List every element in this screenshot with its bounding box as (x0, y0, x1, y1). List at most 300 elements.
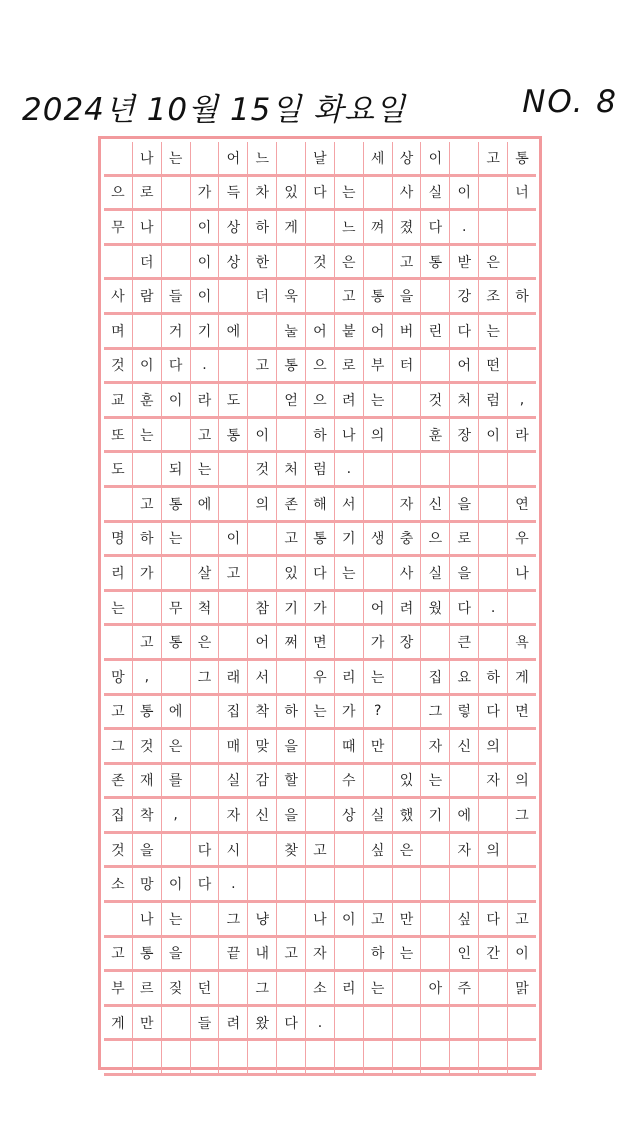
manuscript-cell: 착 (132, 799, 161, 831)
manuscript-cell: 도 (218, 384, 247, 416)
manuscript-cell: 다 (449, 592, 478, 624)
manuscript-cell: 재 (132, 765, 161, 797)
manuscript-cell: 하 (363, 938, 392, 970)
manuscript-cell (420, 350, 449, 382)
manuscript-cell: 에 (190, 488, 219, 520)
manuscript-cell: 하 (305, 419, 334, 451)
manuscript-cell: . (305, 1007, 334, 1039)
diary-header (22, 84, 618, 128)
manuscript-cell (363, 868, 392, 900)
manuscript-cell: 찾 (276, 834, 305, 866)
manuscript-cell: 하 (276, 696, 305, 728)
manuscript-cell: 신 (449, 730, 478, 762)
manuscript-cell (247, 868, 276, 900)
manuscript-cell: 가 (305, 592, 334, 624)
manuscript-cell: 는 (363, 384, 392, 416)
manuscript-cell: 터 (392, 350, 421, 382)
manuscript-cell (392, 453, 421, 485)
manuscript-cell: 을 (276, 799, 305, 831)
manuscript-cell: 어 (363, 592, 392, 624)
manuscript-cell: 명 (111, 531, 125, 548)
manuscript-cell (218, 488, 247, 520)
manuscript-cell: 하 (247, 211, 276, 243)
manuscript-cell: 자 (478, 765, 507, 797)
manuscript-cell: 가 (363, 626, 392, 658)
manuscript-cell: 고 (247, 350, 276, 382)
manuscript-cell: 하 (478, 661, 507, 693)
manuscript-cell (449, 868, 478, 900)
manuscript-cell: 도 (111, 462, 125, 479)
manuscript-row (104, 1041, 536, 1076)
manuscript-row (104, 903, 536, 938)
manuscript-cell: 한 (247, 246, 276, 278)
manuscript-cell (190, 523, 219, 555)
manuscript-cell: 망 (132, 868, 161, 900)
manuscript-row (104, 453, 536, 488)
manuscript-cell (392, 1007, 421, 1039)
manuscript-cell (420, 1007, 449, 1039)
manuscript-cell: 면 (305, 626, 334, 658)
manuscript-cell (478, 1041, 507, 1073)
manuscript-cell: 우 (507, 523, 536, 555)
manuscript-cell: 기 (334, 523, 363, 555)
manuscript-cell: 려 (334, 384, 363, 416)
manuscript-row (104, 177, 536, 212)
manuscript-cell: 고 (305, 834, 334, 866)
manuscript-cell: 통 (132, 696, 161, 728)
manuscript-cell: 집 (218, 696, 247, 728)
manuscript-cell (507, 315, 536, 347)
manuscript-cell: 부 (363, 350, 392, 382)
manuscript-cell (363, 1041, 392, 1073)
manuscript-cell: 이 (420, 142, 449, 174)
manuscript-cell: 의 (247, 488, 276, 520)
manuscript-cell: 느 (334, 211, 363, 243)
manuscript-cell: 이 (507, 938, 536, 970)
manuscript-cell (392, 868, 421, 900)
manuscript-cell: 조 (478, 280, 507, 312)
manuscript-cell: 부 (111, 981, 125, 998)
manuscript-cell (478, 972, 507, 1004)
manuscript-cell: 던 (190, 972, 219, 1004)
manuscript-cell: 려 (392, 592, 421, 624)
manuscript-cell: 어 (218, 142, 247, 174)
manuscript-row (104, 834, 536, 869)
manuscript-cell (276, 972, 305, 1004)
manuscript-cell: 충 (392, 523, 421, 555)
page-number: NO. 8 (522, 84, 618, 120)
manuscript-cell (334, 868, 363, 900)
manuscript-cell: 을 (392, 280, 421, 312)
date-heading: 2024년 10월 15일 화요일 (22, 92, 407, 128)
manuscript-row (104, 592, 536, 627)
manuscript-cell: 이 (190, 211, 219, 243)
manuscript-cell (449, 142, 478, 174)
manuscript-cell: 로 (132, 177, 161, 209)
manuscript-cell: 다 (478, 696, 507, 728)
manuscript-row (104, 523, 536, 558)
manuscript-cell: 으 (305, 350, 334, 382)
manuscript-cell: 상 (334, 799, 363, 831)
manuscript-cell: 훈 (132, 384, 161, 416)
manuscript-cell (420, 903, 449, 935)
manuscript-cell: 의 (507, 765, 536, 797)
manuscript-cell: 래 (218, 661, 247, 693)
manuscript-cell (161, 177, 190, 209)
manuscript-cell: 매 (218, 730, 247, 762)
manuscript-cell (420, 1041, 449, 1073)
manuscript-cell: 것 (132, 730, 161, 762)
manuscript-cell: . (218, 868, 247, 900)
manuscript-cell: 통 (420, 246, 449, 278)
manuscript-cell: 사 (392, 557, 421, 589)
manuscript-cell: 세 (363, 142, 392, 174)
manuscript-cell (478, 211, 507, 243)
manuscript-cell: . (190, 350, 219, 382)
manuscript-cell (507, 453, 536, 485)
manuscript-cell: 게 (111, 1015, 125, 1032)
manuscript-cell (478, 523, 507, 555)
manuscript-cell (507, 730, 536, 762)
manuscript-cell (190, 142, 219, 174)
manuscript-cell: 했 (392, 799, 421, 831)
manuscript-row (104, 972, 536, 1007)
manuscript-row (104, 557, 536, 592)
manuscript-cell: 얻 (276, 384, 305, 416)
manuscript-cell (334, 142, 363, 174)
manuscript-cell: 에 (449, 799, 478, 831)
manuscript-cell: 인 (449, 938, 478, 970)
manuscript-cell: 고 (363, 903, 392, 935)
manuscript-cell (449, 765, 478, 797)
manuscript-cell (478, 868, 507, 900)
manuscript-cell (363, 765, 392, 797)
manuscript-cell: 가 (132, 557, 161, 589)
manuscript-cell: , (161, 799, 190, 831)
manuscript-cell: 그 (111, 738, 125, 755)
manuscript-row (104, 384, 536, 419)
manuscript-cell: 며 (111, 323, 125, 340)
manuscript-cell (247, 315, 276, 347)
manuscript-cell: 는 (161, 903, 190, 935)
manuscript-cell: 을 (276, 730, 305, 762)
manuscript-cell: 이 (190, 246, 219, 278)
manuscript-cell (363, 177, 392, 209)
manuscript-cell: 은 (334, 246, 363, 278)
manuscript-cell: 거 (161, 315, 190, 347)
manuscript-cell: 을 (132, 834, 161, 866)
manuscript-cell: 것 (111, 358, 125, 375)
manuscript-cell (478, 557, 507, 589)
manuscript-cell (218, 592, 247, 624)
manuscript-cell (190, 730, 219, 762)
manuscript-cell: 통 (161, 488, 190, 520)
manuscript-cell: 소 (305, 972, 334, 1004)
manuscript-cell: 어 (363, 315, 392, 347)
manuscript-cell: 고 (276, 938, 305, 970)
manuscript-cell: 어 (305, 315, 334, 347)
manuscript-cell: 는 (334, 557, 363, 589)
manuscript-cell (334, 592, 363, 624)
manuscript-cell (363, 488, 392, 520)
manuscript-cell (190, 765, 219, 797)
manuscript-cell: 실 (420, 177, 449, 209)
manuscript-cell: 참 (247, 592, 276, 624)
manuscript-cell (392, 696, 421, 728)
manuscript-cell (420, 280, 449, 312)
manuscript-cell (276, 419, 305, 451)
manuscript-cell: 그 (190, 661, 219, 693)
manuscript-cell: 나 (132, 903, 161, 935)
manuscript-cell (104, 626, 132, 658)
manuscript-cell: 으 (420, 523, 449, 555)
manuscript-cell: 사 (111, 289, 125, 306)
manuscript-cell: 실 (420, 557, 449, 589)
manuscript-cell (190, 696, 219, 728)
manuscript-cell: 껴 (363, 211, 392, 243)
manuscript-cell: 게 (507, 661, 536, 693)
manuscript-row (104, 315, 536, 350)
manuscript-cell: 시 (218, 834, 247, 866)
manuscript-cell: 무 (161, 592, 190, 624)
manuscript-cell: 상 (218, 211, 247, 243)
manuscript-cell: 고 (507, 903, 536, 935)
manuscript-row (104, 419, 536, 454)
manuscript-cell (161, 1007, 190, 1039)
manuscript-cell: 자 (420, 730, 449, 762)
manuscript-cell: 의 (478, 834, 507, 866)
manuscript-cell: 가 (334, 696, 363, 728)
manuscript-cell: 착 (247, 696, 276, 728)
manuscript-cell (305, 730, 334, 762)
manuscript-cell: 통 (363, 280, 392, 312)
manuscript-cell (247, 384, 276, 416)
manuscript-cell: 통 (161, 626, 190, 658)
manuscript-cell: 처 (449, 384, 478, 416)
manuscript-cell: 주 (449, 972, 478, 1004)
manuscript-cell: 럼 (305, 453, 334, 485)
manuscript-row (104, 350, 536, 385)
manuscript-cell: 은 (161, 730, 190, 762)
manuscript-cell (218, 453, 247, 485)
manuscript-cell (334, 834, 363, 866)
manuscript-cell (334, 1041, 363, 1073)
manuscript-cell: 고 (132, 626, 161, 658)
manuscript-cell: 이 (161, 868, 190, 900)
manuscript-cell: 그 (507, 799, 536, 831)
manuscript-row (104, 626, 536, 661)
manuscript-cell: 리 (334, 972, 363, 1004)
manuscript-cell (218, 626, 247, 658)
manuscript-cell (449, 1041, 478, 1073)
manuscript-cell: 자 (449, 834, 478, 866)
manuscript-cell: 로 (334, 350, 363, 382)
manuscript-cell: 는 (132, 419, 161, 451)
manuscript-cell: 하 (507, 280, 536, 312)
manuscript-cell (507, 834, 536, 866)
manuscript-cell: 통 (132, 938, 161, 970)
manuscript-cell (104, 1041, 132, 1073)
manuscript-cell (392, 730, 421, 762)
manuscript-cell: ? (363, 696, 392, 728)
manuscript-cell: 것 (305, 246, 334, 278)
manuscript-cell: 만 (132, 1007, 161, 1039)
manuscript-cell (478, 488, 507, 520)
manuscript-cell: 을 (449, 488, 478, 520)
manuscript-cell (218, 972, 247, 1004)
manuscript-cell: 라 (190, 384, 219, 416)
manuscript-cell (507, 1007, 536, 1039)
manuscript-cell: 맞 (247, 730, 276, 762)
manuscript-cell (507, 1041, 536, 1073)
manuscript-cell: 는 (305, 696, 334, 728)
manuscript-cell (161, 419, 190, 451)
manuscript-cell: 통 (305, 523, 334, 555)
manuscript-cell (392, 419, 421, 451)
manuscript-cell (478, 1007, 507, 1039)
manuscript-cell: 붙 (334, 315, 363, 347)
manuscript-cell (190, 903, 219, 935)
manuscript-cell (247, 834, 276, 866)
manuscript-cell: . (478, 592, 507, 624)
manuscript-cell (190, 1041, 219, 1073)
manuscript-cell: 더 (247, 280, 276, 312)
manuscript-cell: 떤 (478, 350, 507, 382)
manuscript-row (104, 938, 536, 973)
manuscript-row (104, 1007, 536, 1042)
manuscript-cell: 싶 (363, 834, 392, 866)
manuscript-cell: 은 (478, 246, 507, 278)
manuscript-cell: 라 (507, 419, 536, 451)
manuscript-cell: 실 (218, 765, 247, 797)
manuscript-cell: 욱 (276, 280, 305, 312)
manuscript-cell: 차 (247, 177, 276, 209)
manuscript-cell: 실 (363, 799, 392, 831)
manuscript-cell (132, 315, 161, 347)
manuscript-cell (247, 557, 276, 589)
manuscript-cell: 훈 (420, 419, 449, 451)
manuscript-row (104, 211, 536, 246)
manuscript-cell (305, 1041, 334, 1073)
manuscript-cell: 장 (392, 626, 421, 658)
manuscript-cell: 게 (276, 211, 305, 243)
manuscript-cell: 고 (111, 704, 125, 721)
manuscript-cell: 는 (161, 142, 190, 174)
manuscript-cell: 자 (218, 799, 247, 831)
manuscript-cell (420, 834, 449, 866)
manuscript-cell: 무 (111, 219, 125, 236)
manuscript-cell (392, 972, 421, 1004)
manuscript-cell: 은 (190, 626, 219, 658)
manuscript-cell: 살 (190, 557, 219, 589)
manuscript-cell (478, 177, 507, 209)
manuscript-cell: 간 (478, 938, 507, 970)
manuscript-row (104, 799, 536, 834)
manuscript-cell: 상 (218, 246, 247, 278)
manuscript-cell: 자 (392, 488, 421, 520)
manuscript-cell: 우 (305, 661, 334, 693)
manuscript-cell (305, 280, 334, 312)
manuscript-cell: 람 (132, 280, 161, 312)
manuscript-cell (161, 246, 190, 278)
manuscript-cell (507, 868, 536, 900)
manuscript-cell (104, 903, 132, 935)
manuscript-cell: 통 (218, 419, 247, 451)
manuscript-cell (507, 350, 536, 382)
manuscript-cell: 감 (247, 765, 276, 797)
manuscript-cell: 요 (449, 661, 478, 693)
manuscript-cell: 기 (276, 592, 305, 624)
manuscript-cell: 고 (218, 557, 247, 589)
manuscript-cell: 냥 (247, 903, 276, 935)
manuscript-cell: 다 (420, 211, 449, 243)
manuscript-cell: 것 (247, 453, 276, 485)
manuscript-cell: 을 (449, 557, 478, 589)
manuscript-cell: 다 (449, 315, 478, 347)
manuscript-cell (420, 868, 449, 900)
manuscript-cell: 처 (276, 453, 305, 485)
manuscript-cell (507, 211, 536, 243)
manuscript-cell: 면 (507, 696, 536, 728)
manuscript-cell: 만 (363, 730, 392, 762)
manuscript-paper (98, 136, 542, 1070)
manuscript-cell: . (449, 211, 478, 243)
manuscript-cell: 에 (161, 696, 190, 728)
manuscript-row (104, 488, 536, 523)
manuscript-cell: 소 (111, 877, 125, 894)
manuscript-cell: 날 (305, 142, 334, 174)
manuscript-cell (392, 384, 421, 416)
manuscript-cell: 더 (132, 246, 161, 278)
manuscript-cell: 때 (334, 730, 363, 762)
manuscript-cell: 고 (132, 488, 161, 520)
manuscript-cell: 것 (111, 842, 125, 859)
manuscript-cell: 느 (247, 142, 276, 174)
manuscript-cell: 이 (247, 419, 276, 451)
manuscript-cell: 기 (190, 315, 219, 347)
manuscript-cell: , (132, 661, 161, 693)
manuscript-cell: 졌 (392, 211, 421, 243)
manuscript-cell (478, 453, 507, 485)
manuscript-cell (507, 246, 536, 278)
manuscript-cell: 의 (478, 730, 507, 762)
manuscript-cell: 생 (363, 523, 392, 555)
manuscript-cell (305, 211, 334, 243)
manuscript-cell: 이 (334, 903, 363, 935)
manuscript-cell: 그 (218, 903, 247, 935)
manuscript-cell (478, 626, 507, 658)
manuscript-cell: 너 (507, 177, 536, 209)
manuscript-cell: 나 (132, 211, 161, 243)
manuscript-cell: 으 (111, 185, 125, 202)
manuscript-cell: 다 (305, 177, 334, 209)
manuscript-cell: 자 (305, 938, 334, 970)
manuscript-row (104, 696, 536, 731)
manuscript-cell: 맑 (507, 972, 536, 1004)
manuscript-cell: 이 (190, 280, 219, 312)
manuscript-cell (276, 868, 305, 900)
manuscript-cell: 이 (161, 384, 190, 416)
manuscript-cell: 그 (420, 696, 449, 728)
manuscript-cell: 이 (132, 350, 161, 382)
manuscript-cell: 다 (276, 1007, 305, 1039)
manuscript-cell (363, 453, 392, 485)
manuscript-row (104, 280, 536, 315)
manuscript-cell (218, 350, 247, 382)
manuscript-cell (132, 592, 161, 624)
manuscript-cell (449, 453, 478, 485)
manuscript-cell: 왔 (247, 1007, 276, 1039)
